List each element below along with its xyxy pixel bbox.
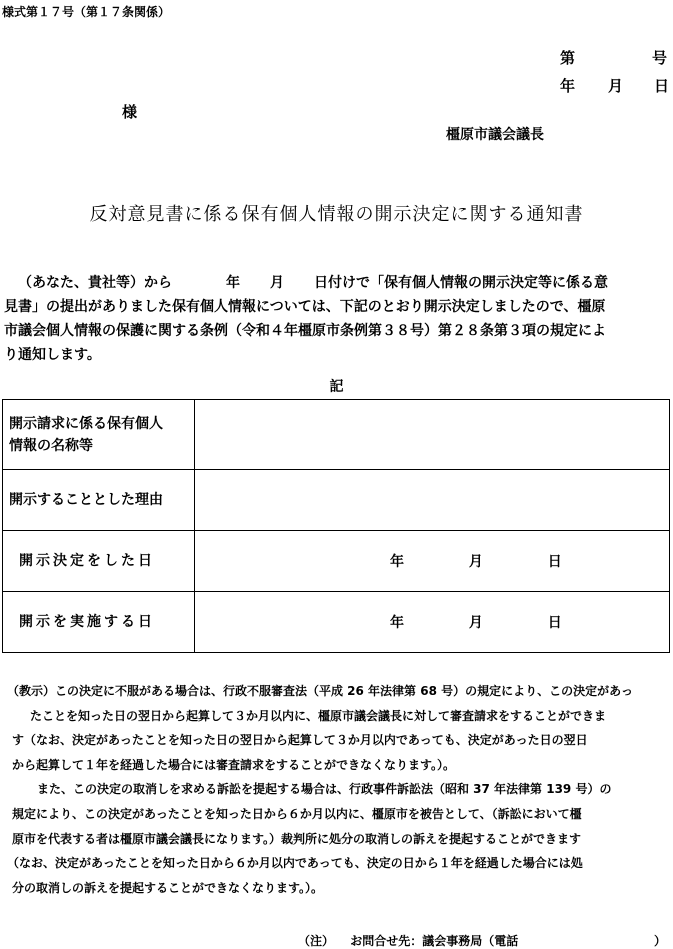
row-label-reason: 開示することとした理由 [3,470,195,531]
document-date-year: 年 [560,77,576,95]
table-row [3,531,670,592]
body-line-3: 市議会個人情報の保護に関する条例（令和４年橿原市条例第３８号）第２８条第３項の規定によ [4,323,606,339]
table-row [3,400,670,470]
document-date-month: 月 [608,77,624,95]
notice-line-7: 原市を代表する者は橿原市議会議長になります。）裁判所に処分の取消しの訴えを提起することができます [12,831,582,846]
ki-heading: 記 [329,379,344,395]
body-paragraph [4,271,666,367]
row-label-info-name-line-1: 開示請求に係る保有個人 [9,415,163,432]
body-line-1-month: 月 [270,275,284,291]
notice-line-5: また、この決定の取消しを求める訴訟を提起する場合は、行政事件訴訟法（昭和 37 年法律第 139 号）の [37,782,612,797]
notice-line-6: 規定により、この決定があったことを知った日から６か月以内に、橿原市を被告として、（訴訟において橿 [12,806,582,821]
row-value-implementation-date [195,592,670,653]
row-value-decision-date [195,531,670,592]
implementation-date-month: 月 [468,615,483,631]
contact-footer [298,932,667,949]
decision-date-year: 年 [390,554,404,570]
row-label-info-name-line-2: 情報の名称等 [9,437,93,454]
document-date [560,75,670,96]
notice-line-4: から起算して１年を経過した場合には審査請求をすることができなくなります。）。 [12,757,456,772]
implementation-date-year: 年 [390,615,404,631]
decision-date-field [390,551,562,571]
table-row [3,470,670,531]
row-label-info-name [3,400,195,470]
footer-close-paren: ） [654,934,667,948]
details-table [2,399,670,653]
body-line-1-start: （あなた、貴社等）から [18,275,172,291]
appeal-notice [7,679,669,900]
notice-line-3: す（なお、決定があったことを知った日の翌日から起算して３か月以内であっても、決定があった日の翌日 [12,733,588,748]
footer-contact: お問合せ先：議会事務局（電話 [350,934,519,948]
body-line-2: 見書」の提出がありました保有個人情報については、下記のとおり開示決定しましたので、橿原 [4,299,606,315]
recipient-honorific: 様 [122,103,138,121]
decision-date-day: 日 [547,554,562,570]
sender-name: 橿原市議会議長 [446,127,544,143]
implementation-date-field [390,612,562,632]
document-number-suffix: 号 [652,49,668,67]
body-line-1 [4,271,666,295]
notice-line-8: （なお、決定があったことを知った日から６か月以内であっても、決定の日から１年を経過した場合には処 [7,856,583,871]
table-row [3,592,670,653]
decision-date-month: 月 [468,554,483,570]
row-value-info-name [195,400,670,470]
notice-line-9: 分の取消しの訴えを提起することができなくなります。）。 [12,880,324,895]
footer-note: （注） [298,934,335,948]
row-value-reason [195,470,670,531]
notice-line-1: （教示）この決定に不服がある場合は、行政不服審査法（平成 26 年法律第 68 号）の規定により、この決定があっ [7,684,633,698]
notice-line-2: たことを知った日の翌日から起算して３か月以内に、橿原市議会議長に対して審査請求をすることができま [30,708,607,723]
body-line-4: り通知します。 [4,347,101,363]
row-label-decision-date: 開示決定をした日 [3,531,195,592]
document-title: 反対意見書に係る保有個人情報の開示決定に関する通知書 [89,204,584,225]
body-line-1-year: 年 [226,275,240,291]
body-line-1-end: 日付けで「保有個人情報の開示決定等に係る意 [314,275,608,291]
form-number: 様式第１７号（第１７条関係） [2,5,171,19]
implementation-date-day: 日 [547,615,562,631]
row-label-implementation-date: 開示を実施する日 [3,592,195,653]
document-number-prefix: 第 [560,49,576,67]
document-date-day: 日 [654,77,670,95]
document-number [560,47,670,68]
